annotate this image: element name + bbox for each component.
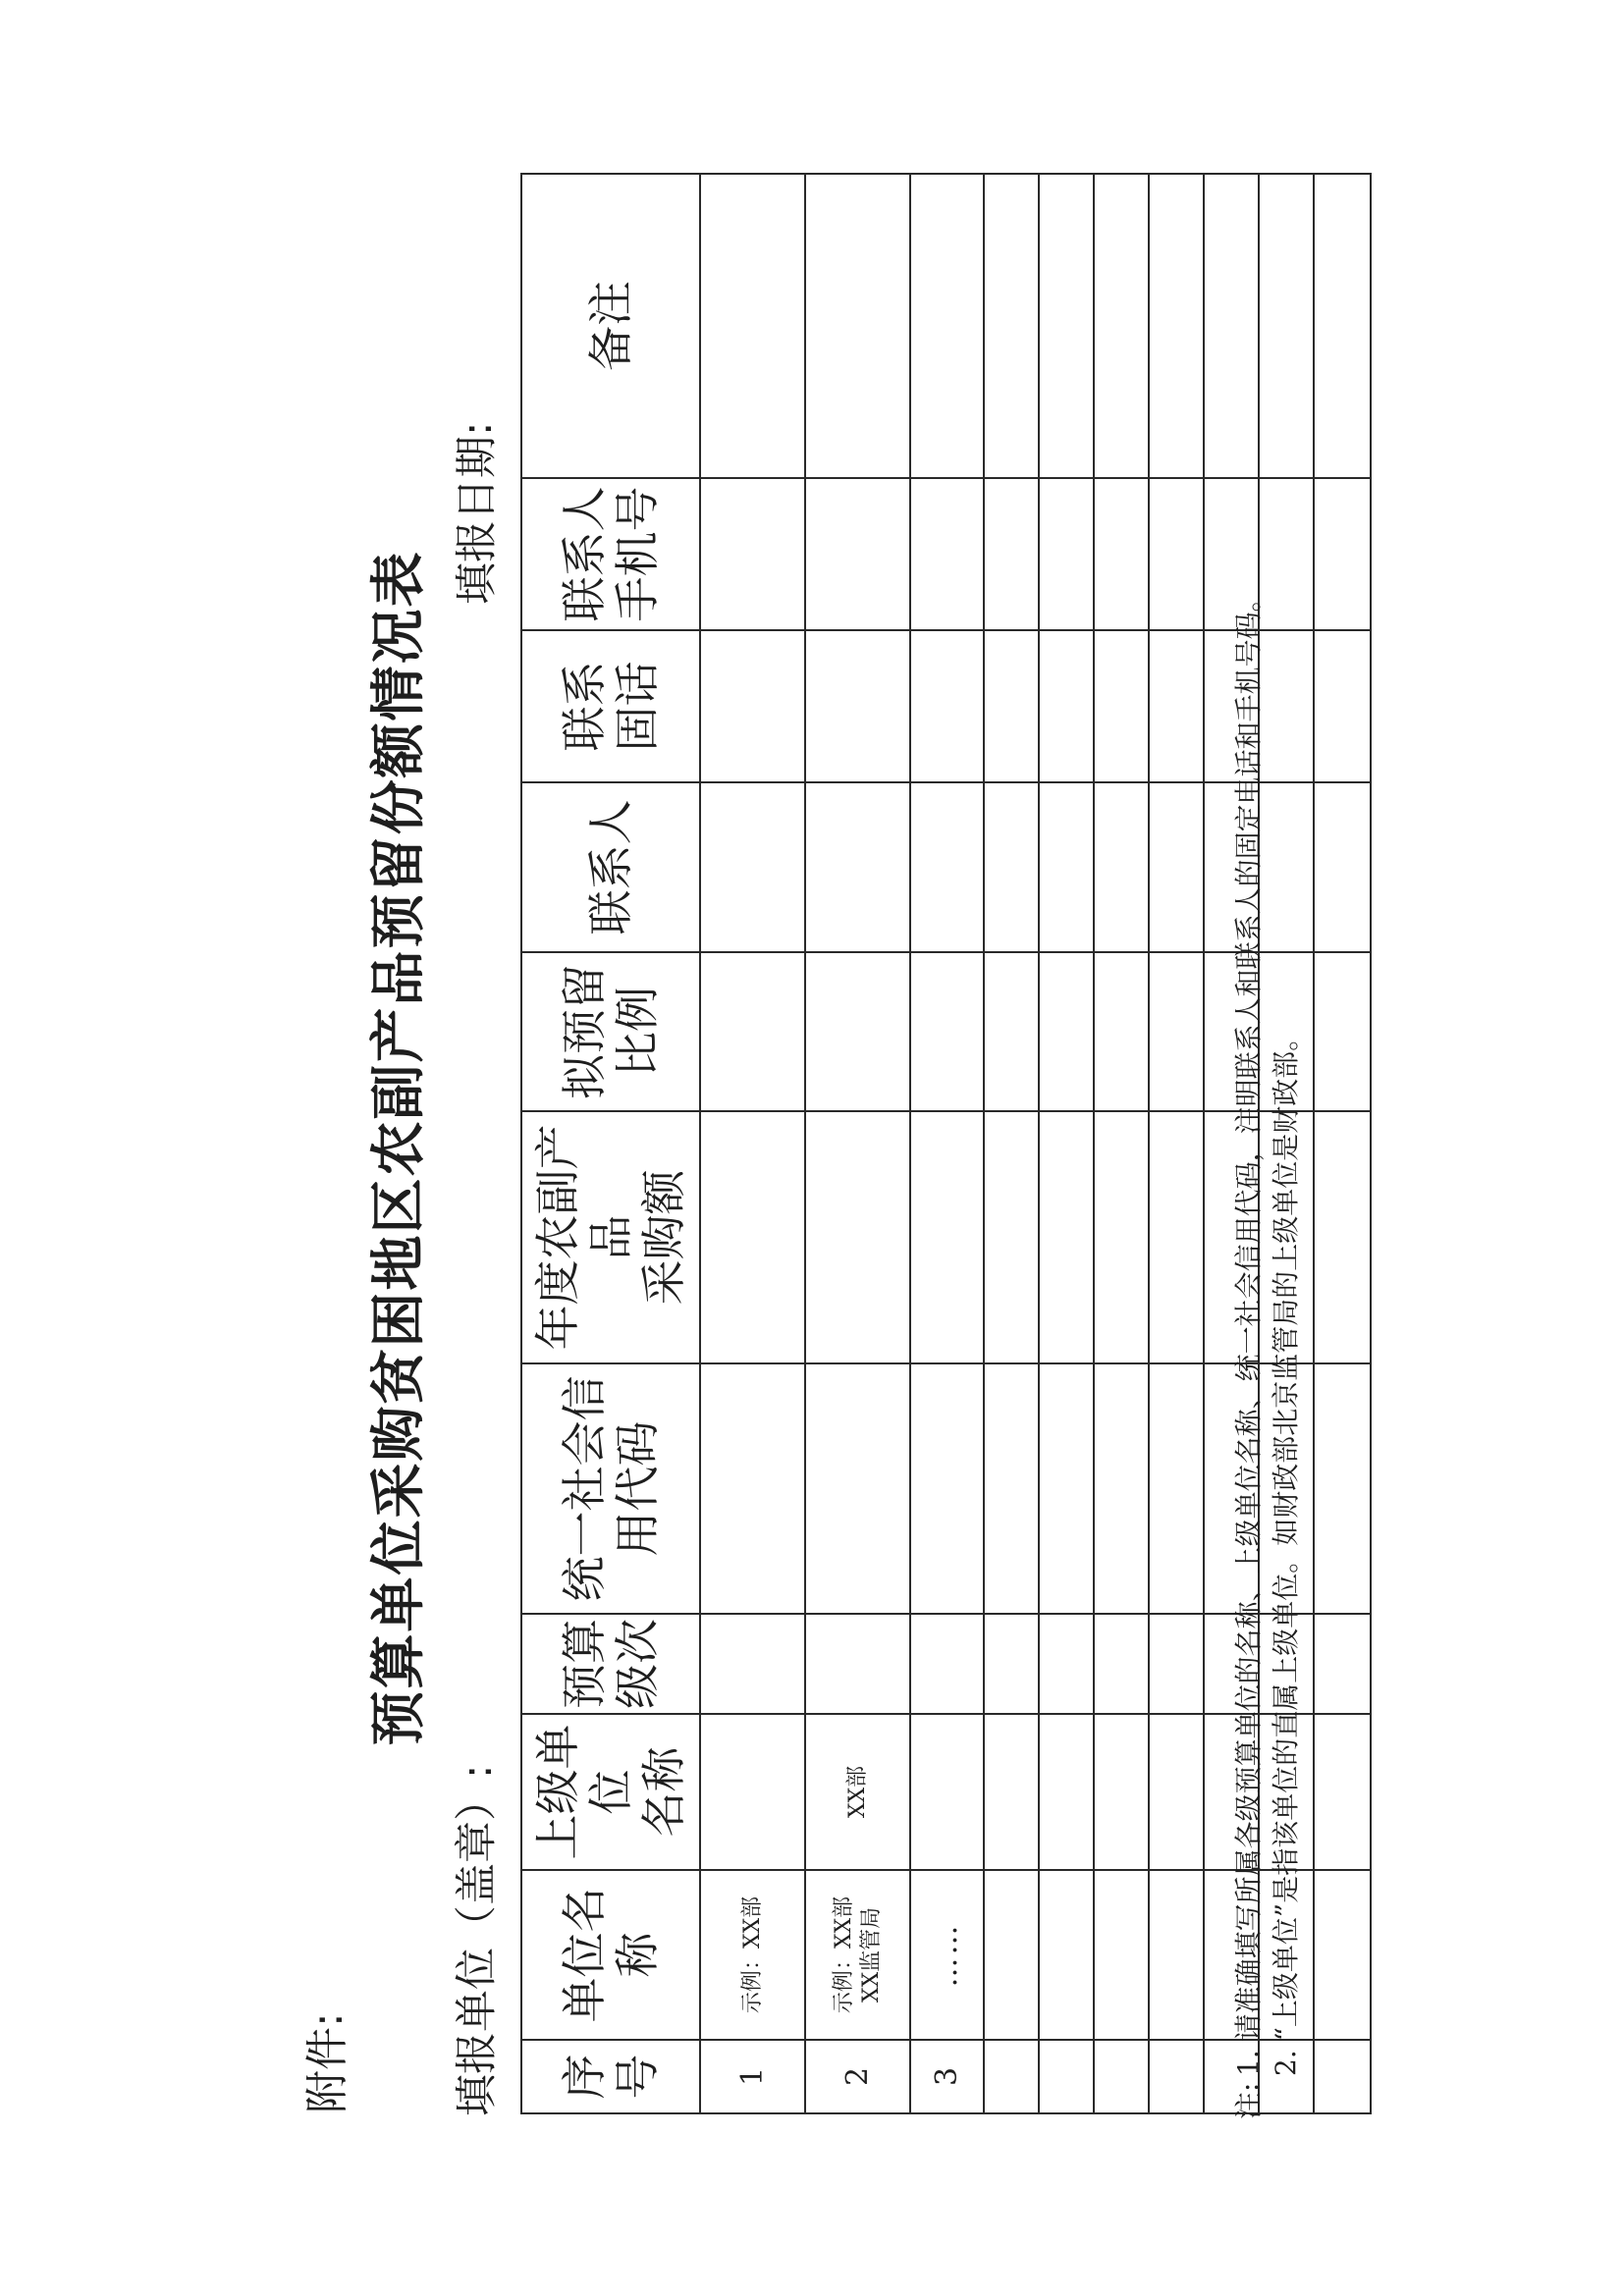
- column-header-2: 单位名称: [521, 1870, 700, 2040]
- table-cell: [984, 952, 1039, 1111]
- attachment-label: 附件:: [302, 2012, 352, 2113]
- column-header-9: 联系 固话: [521, 630, 700, 782]
- table-row: [700, 174, 805, 2113]
- table-row: [1314, 174, 1371, 2113]
- table-row: [1039, 174, 1094, 2113]
- table-cell: [984, 1111, 1039, 1363]
- column-header-6: 年度农副产品 采购额: [521, 1111, 700, 1363]
- table-cell: [1094, 1614, 1149, 1714]
- table-cell: [1039, 1363, 1094, 1614]
- note-item-1: 1. 请准确填写所属各级预算单位的名称、上级单位名称、统一社会信用代码，注明联系人和联系人的固定电话和手机号码。: [1232, 584, 1265, 2076]
- page-title: 预算单位采购贫困地区农副产品预留份额情况表: [367, 550, 431, 1746]
- table-cell: [1149, 1614, 1204, 1714]
- table-cell: [984, 1363, 1039, 1614]
- table-cell: [1149, 782, 1204, 952]
- table-cell: [805, 1614, 910, 1714]
- table-cell: [805, 174, 910, 478]
- note-item-2: 2. “上级单位”是指该单位的直属上级单位。如财政部北京监管局的上级单位是财政部。: [1270, 1023, 1302, 2076]
- table-cell: [1314, 952, 1371, 1111]
- table-cell: [1314, 1363, 1371, 1614]
- table-cell: [1039, 478, 1094, 630]
- table-header-row: [521, 174, 700, 2113]
- table-cell: XX部: [805, 1714, 910, 1870]
- table-cell: [700, 782, 805, 952]
- table-cell: [805, 1111, 910, 1363]
- table-cell: [1039, 174, 1094, 478]
- table-cell: 示例：XX部 XX监管局: [805, 1870, 910, 2040]
- table-cell: [984, 478, 1039, 630]
- table-cell: [1149, 630, 1204, 782]
- table-cell: [1149, 2040, 1204, 2113]
- table-cell: [1314, 478, 1371, 630]
- table-cell: [1094, 952, 1149, 1111]
- table-cell: [700, 478, 805, 630]
- table-row: [1094, 174, 1149, 2113]
- column-header-4: 预算 级次: [521, 1614, 700, 1714]
- table-cell: [1039, 2040, 1094, 2113]
- table-cell: 示例：XX部: [700, 1870, 805, 2040]
- table-cell: [1149, 174, 1204, 478]
- table-cell: [700, 1714, 805, 1870]
- table-cell: [1039, 1714, 1094, 1870]
- table-cell: [1094, 174, 1149, 478]
- table-cell: [805, 478, 910, 630]
- table-cell: [700, 630, 805, 782]
- column-header-7: 拟预留 比例: [521, 952, 700, 1111]
- fill-date-label: 填报日期:: [453, 421, 502, 605]
- note-line-1: [1230, 584, 1268, 2119]
- table-cell: [1149, 1714, 1204, 1870]
- table-cell: [1149, 1363, 1204, 1614]
- table-cell: [1149, 952, 1204, 1111]
- table-cell: [910, 1714, 984, 1870]
- table-cell: [1314, 1870, 1371, 2040]
- table-cell: [1094, 478, 1149, 630]
- table-cell: [1039, 1870, 1094, 2040]
- table-cell: [1094, 1363, 1149, 1614]
- table-row: [1149, 174, 1204, 2113]
- table-cell: [700, 1363, 805, 1614]
- table-cell: [910, 952, 984, 1111]
- table-cell: [910, 174, 984, 478]
- table-cell: [1314, 174, 1371, 478]
- table-cell: [700, 1614, 805, 1714]
- table-cell: [1149, 1870, 1204, 2040]
- column-header-11: 备注: [521, 174, 700, 478]
- table-cell: [1314, 782, 1371, 952]
- note-line-2: [1268, 584, 1305, 2119]
- table-row: [984, 174, 1039, 2113]
- table-cell: [1314, 1614, 1371, 1714]
- column-header-5: 统一社会信 用代码: [521, 1363, 700, 1614]
- notes: [1230, 584, 1305, 2119]
- table-cell: [910, 478, 984, 630]
- column-header-3: 上级单位 名称: [521, 1714, 700, 1870]
- table-cell: 2: [805, 2040, 910, 2113]
- table-cell: 3: [910, 2040, 984, 2113]
- table-cell: [700, 1111, 805, 1363]
- table-cell: [984, 2040, 1039, 2113]
- table-cell: [984, 630, 1039, 782]
- table-cell: [1204, 174, 1259, 478]
- table-cell: [1094, 1870, 1149, 2040]
- table-cell: [1149, 478, 1204, 630]
- table-cell: [1094, 782, 1149, 952]
- table-cell: [1149, 1111, 1204, 1363]
- table-cell: [1039, 782, 1094, 952]
- fill-unit-label: 填报单位（盖章）:: [453, 1764, 502, 2116]
- table-cell: [1094, 2040, 1149, 2113]
- table-cell: [984, 1714, 1039, 1870]
- column-header-8: 联系人: [521, 782, 700, 952]
- table-row: [805, 174, 910, 2113]
- table-cell: [805, 630, 910, 782]
- table-cell: [1314, 1111, 1371, 1363]
- table-cell: [984, 174, 1039, 478]
- table-cell: 1: [700, 2040, 805, 2113]
- table-cell: ……: [910, 1870, 984, 2040]
- table-cell: [805, 952, 910, 1111]
- table-row: [910, 174, 984, 2113]
- table-cell: [700, 174, 805, 478]
- table-cell: [984, 782, 1039, 952]
- table-cell: [1314, 1714, 1371, 1870]
- table-cell: [910, 1111, 984, 1363]
- table-cell: [1094, 1111, 1149, 1363]
- table-cell: [805, 782, 910, 952]
- table-cell: [984, 1614, 1039, 1714]
- table-cell: [1039, 1614, 1094, 1714]
- table-cell: [1039, 952, 1094, 1111]
- table-cell: [1314, 2040, 1371, 2113]
- table-cell: [1039, 1111, 1094, 1363]
- column-header-1: 序号: [521, 2040, 700, 2113]
- table-cell: [700, 952, 805, 1111]
- table-cell: [910, 782, 984, 952]
- table-cell: [984, 1870, 1039, 2040]
- table-cell: [1314, 630, 1371, 782]
- table-cell: [1259, 174, 1314, 478]
- column-header-10: 联系人 手机号: [521, 478, 700, 630]
- notes-label: 注:: [1232, 2082, 1265, 2119]
- table-cell: [1094, 1714, 1149, 1870]
- table-cell: [910, 630, 984, 782]
- table-cell: [805, 1363, 910, 1614]
- table-cell: [1039, 630, 1094, 782]
- table-cell: [910, 1363, 984, 1614]
- table-cell: [910, 1614, 984, 1714]
- table-cell: [1094, 630, 1149, 782]
